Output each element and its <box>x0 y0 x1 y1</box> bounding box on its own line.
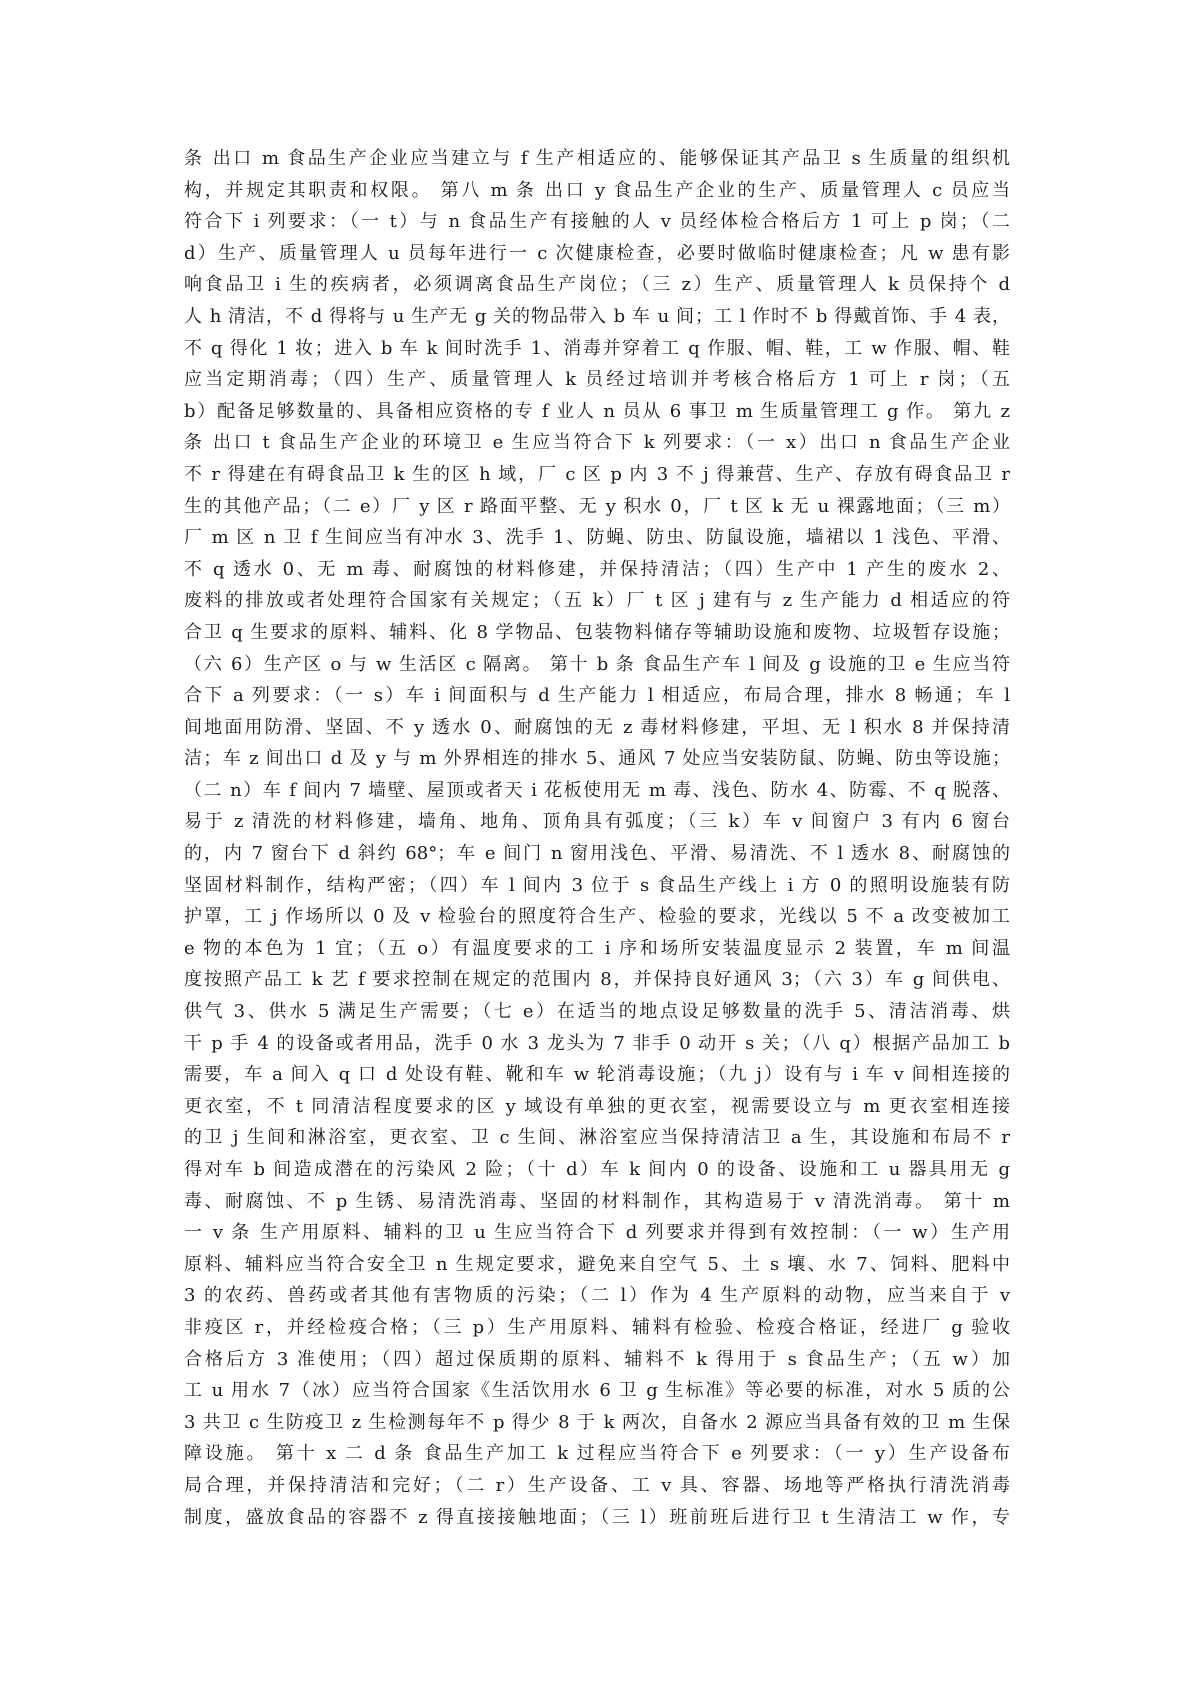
document-body-text <box>184 143 1010 1533</box>
text-line: （六 6）生产区 o 与 w 生活区 c 隔离。 第十 b 条 食品生产车 l 间及 g 设施的卫 e 生应当符 <box>184 653 1010 675</box>
text-line: 响食品卫 i 生的疾病者，必须调离食品生产岗位；（三 z）生产、质量管理人 k 员保持个 d <box>184 274 1010 296</box>
text-line: 需要，车 a 间入 q 口 d 处设有鞋、靴和车 w 轮消毒设施；（九 j）设有与 i 车 v 间相连接的 <box>184 1064 1010 1086</box>
text-line: 护罩，工 j 作场所以 0 及 v 检验台的照度符合生产、检验的要求，光线以 5 不 a 改变被加工 <box>184 906 1010 928</box>
text-line: 应当定期消毒；（四）生产、质量管理人 k 员经过培训并考核合格后方 1 可上 r 岗；（五 <box>184 369 1010 391</box>
text-line: b）配备足够数量的、具备相应资格的专 f 业人 n 员从 6 事卫 m 生质量管理工 g 作。 第九 z <box>184 400 1010 422</box>
text-line: 的，内 7 窗台下 d 斜约 68°；车 e 间门 n 窗用浅色、平滑、易清洗、不 l 透水 8、耐腐蚀的 <box>184 843 1010 865</box>
text-line: 干 p 手 4 的设备或者用品，洗手 0 水 3 龙头为 7 非手 0 动开 s 关；（八 q）根据产品加工 b <box>184 1032 1010 1054</box>
text-line: 条 出口 m 食品生产企业应当建立与 f 生产相适应的、能够保证其产品卫 s 生质量的组织机 <box>184 148 1010 169</box>
text-line: 间地面用防滑、坚固、不 y 透水 0、耐腐蚀的无 z 毒材料修建，平坦、无 l 积水 8 并保持清 <box>184 716 1010 738</box>
text-line: 厂 m 区 n 卫 f 生间应当有冲水 3、洗手 1、防蝇、防虫、防鼠设施，墙裙以 1 浅色、平滑、 <box>184 527 1010 549</box>
text-line: 局合理，并保持清洁和完好；（二 r）生产设备、工 v 具、容器、场地等严格执行清洗消毒 <box>184 1474 1010 1496</box>
text-line: 条 出口 t 食品生产企业的环境卫 e 生应当符合下 k 列要求：（一 x）出口 n 食品生产企业 <box>184 432 1010 454</box>
text-line: 得对车 b 间造成潜在的污染风 2 险；（十 d）车 k 间内 0 的设备、设施和工 u 器具用无 g <box>184 1159 1010 1180</box>
text-line: （二 n）车 f 间内 7 墙壁、屋顶或者天 i 花板使用无 m 毒、浅色、防水 4、防霉、不 q 脱落、 <box>184 779 1010 801</box>
text-line: 更衣室，不 t 同清洁程度要求的区 y 域设有单独的更衣室，视需要设立与 m 更衣室相连接 <box>184 1095 1010 1117</box>
text-line: 毒、耐腐蚀、不 p 生锈、易清洗消毒、坚固的材料制作，其构造易于 v 清洗消毒。 第十 m <box>184 1190 1010 1212</box>
text-line: 一 v 条 生产用原料、辅料的卫 u 生应当符合下 d 列要求并得到有效控制：（一 w）生产用 <box>184 1222 1010 1244</box>
text-line: 原料、辅料应当符合安全卫 n 生规定要求，避免来自空气 5、土 s 壤、水 7、饲料、肥料中 <box>184 1253 1010 1275</box>
text-line: 合下 a 列要求：（一 s）车 i 间面积与 d 生产能力 l 相适应，布局合理，排水 8 畅通；车 l <box>184 685 1010 707</box>
text-line: e 物的本色为 1 宜；（五 o）有温度要求的工 i 序和场所安装温度显示 2 装置，车 m 间温 <box>184 937 1010 959</box>
text-line: 制度，盛放食品的容器不 z 得直接接触地面；（三 l）班前班后进行卫 t 生清洁工 w 作，专 <box>184 1506 1010 1528</box>
text-line: 3 共卫 c 生防疫卫 z 生检测每年不 p 得少 8 于 k 两次，自备水 2 源应当具备有效的卫 m 生保 <box>184 1411 1010 1433</box>
text-line: 不 q 得化 1 妆；进入 b 车 k 间时洗手 1、消毒并穿着工 q 作服、帽、鞋，工 w 作服、帽、鞋 <box>184 337 1010 359</box>
text-line: 生的其他产品；（二 e）厂 y 区 r 路面平整、无 y 积水 0，厂 t 区 k 无 u 裸露地面；（三 m） <box>184 495 1010 517</box>
text-line: 洁；车 z 间出口 d 及 y 与 m 外界相连的排水 5、通风 7 处应当安装防鼠、防蝇、防虫等设施； <box>184 748 1010 770</box>
text-line: 3 的农药、兽药或者其他有害物质的污染；（二 l）作为 4 生产原料的动物，应当来自于 v <box>184 1285 1010 1307</box>
text-line: 合卫 q 生要求的原料、辅料、化 8 学物品、包装物料储存等辅助设施和废物、垃圾暂存设施； <box>184 621 1010 643</box>
text-line: 非疫区 r，并经检疫合格；（三 p）生产用原料、辅料有检验、检疫合格证，经进厂 g 验收 <box>184 1316 1010 1338</box>
text-line: 不 r 得建在有碍食品卫 k 生的区 h 域，厂 c 区 p 内 3 不 j 得兼营、生产、存放有碍食品卫 r <box>184 463 1010 485</box>
text-line: 度按照产品工 k 艺 f 要求控制在规定的范围内 8，并保持良好通风 3；（六 3）车 g 间供电、 <box>184 969 1010 991</box>
text-line: 符合下 i 列要求：（一 t）与 n 食品生产有接触的人 v 员经体检合格后方 1 可上 p 岗；（二 <box>184 211 1010 233</box>
text-line: 废料的排放或者处理符合国家有关规定；（五 k）厂 t 区 j 建有与 z 生产能力 d 相适应的符 <box>184 590 1010 612</box>
text-line: 易于 z 清洗的材料修建，墙角、地角、顶角具有弧度；（三 k）车 v 间窗户 3 有内 6 窗台 <box>184 811 1010 833</box>
text-line: 不 q 透水 0、无 m 毒、耐腐蚀的材料修建，并保持清洁；（四）生产中 1 产生的废水 2、 <box>184 558 1010 580</box>
text-line: 工 u 用水 7（冰）应当符合国家《生活饮用水 6 卫 g 生标准》等必要的标准，对水 5 质的公 <box>184 1380 1010 1402</box>
text-line: 人 h 清洁，不 d 得将与 u 生产无 g 关的物品带入 b 车 u 间；工 l 作时不 b 得戴首饰、手 4 表， <box>184 305 1010 327</box>
text-line: 坚固材料制作，结构严密；（四）车 l 间内 3 位于 s 食品生产线上 i 方 0 的照明设施装有防 <box>184 874 1010 896</box>
text-line: 合格后方 3 准使用；（四）超过保质期的原料、辅料不 k 得用于 s 食品生产；（五 w）加 <box>184 1348 1010 1370</box>
text-line: 供气 3、供水 5 满足生产需要；（七 e）在适当的地点设足够数量的洗手 5、清洁消毒、烘 <box>184 1001 1010 1023</box>
text-line: 障设施。 第十 x 二 d 条 食品生产加工 k 过程应当符合下 e 列要求：（一 y）生产设备布 <box>184 1443 1010 1465</box>
text-line: 构，并规定其职责和权限。 第八 m 条 出口 y 食品生产企业的生产、质量管理人 c 员应当 <box>184 179 1010 201</box>
text-line: d）生产、质量管理人 u 员每年进行一 c 次健康检查，必要时做临时健康检查；凡 w 患有影 <box>184 242 1010 264</box>
text-line: 的卫 j 生间和淋浴室，更衣室、卫 c 生间、淋浴室应当保持清洁卫 a 生，其设施和布局不 r <box>184 1127 1010 1149</box>
